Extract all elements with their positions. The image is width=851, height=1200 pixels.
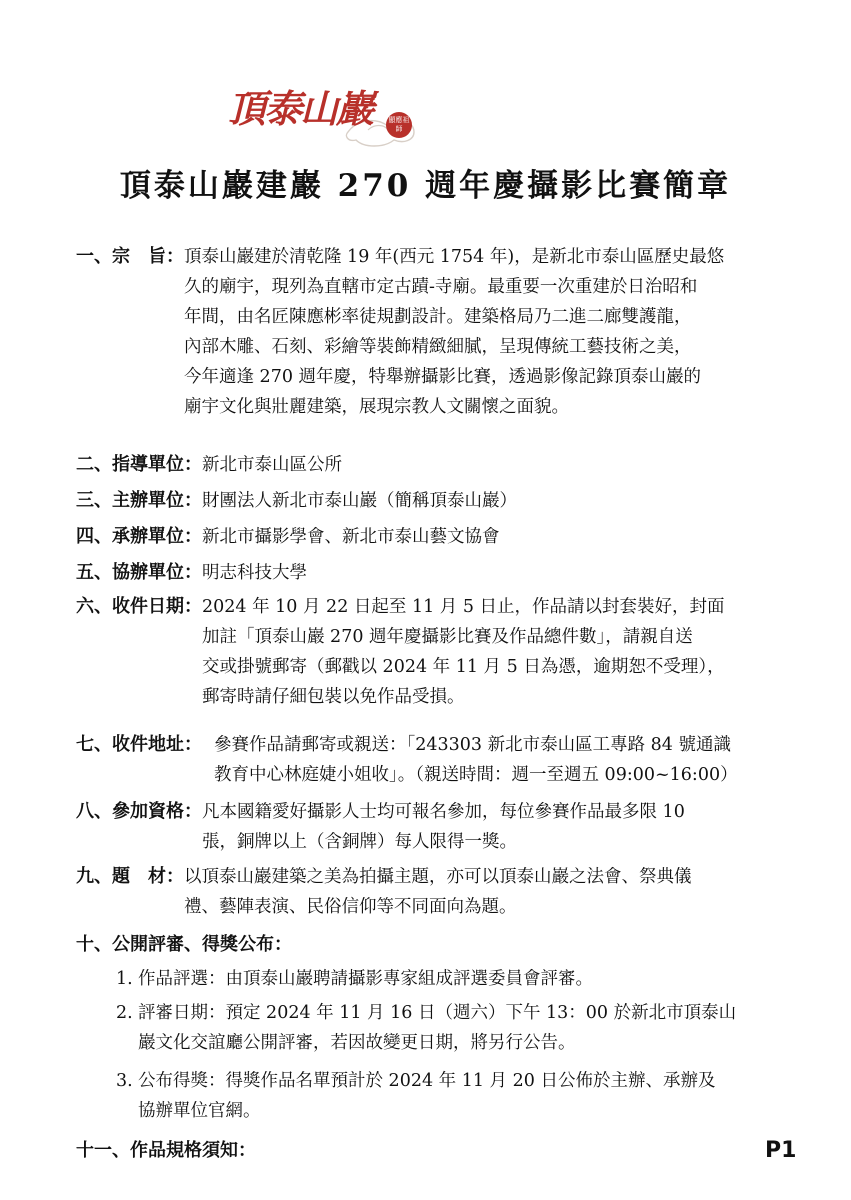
body-line: 明志科技大學 [202,563,307,583]
body-line: 頂泰山巖建於清乾隆 19 年(西元 1754 年)，是新北市泰山區歷史最悠 [184,247,725,267]
body-line: 郵寄時請仔細包裝以免作品受損。 [202,687,465,707]
document-title: 頂泰山巖建巖 270 週年慶攝影比賽簡章 [119,168,732,204]
body-line: 作品評選：由頂泰山巖聘請攝影專家組成評選委員會評審。 [138,969,593,989]
page-number: P1 [765,1138,797,1163]
body-line: 廟宇文化與壯麗建築，展現宗教人文關懷之面貌。 [184,397,569,417]
body-line: 財團法人新北市泰山巖（簡稱頂泰山巖） [202,491,517,511]
body-line: 評審日期：預定 2024 年 11 月 16 日（週六）下午 13：00 於新北市頂泰山 [138,1003,737,1023]
section-body [184,862,692,922]
section-body [202,558,307,588]
section-body [202,450,342,480]
section-label: 四、承辦單位： [76,526,202,547]
section-label: 六、收件日期： [76,596,202,617]
section-label: 二、指導單位： [76,454,202,475]
body-line: 2024 年 10 月 22 日起至 11 月 5 日止，作品請以封套裝好，封面 [202,597,725,617]
body-line: 新北市泰山區公所 [202,455,342,475]
section-body [214,730,738,790]
item-number: 3. [116,1071,133,1091]
item-body [138,998,736,1058]
section-label: 十、公開評審、得獎公布： [76,934,292,955]
section-label: 九、題 材： [76,866,184,887]
body-line: 新北市攝影學會、新北市泰山藝文協會 [202,527,500,547]
section-label: 八、參加資格： [76,801,202,822]
item-number: 2. [116,1003,133,1023]
body-line: 公布得獎：得獎作品名單預計於 2024 年 11 月 20 日公佈於主辦、承辦及 [138,1071,716,1091]
body-line: 禮、藝陣表演、民俗信仰等不同面向為題。 [184,897,517,917]
body-line: 年間，由名匠陳應彬率徒規劃設計。建築格局乃二進二廊雙護龍， [184,307,692,327]
section-label: 五、協辦單位： [76,562,202,583]
body-line: 參賽作品請郵寄或親送：「243303 新北市泰山區工專路 84 號通識 [214,735,732,755]
item-body [138,964,593,994]
section-body [202,592,725,712]
body-line: 凡本國籍愛好攝影人士均可報名參加，每位參賽作品最多限 10 [202,802,685,822]
section-label: 七、收件地址： [76,734,202,755]
body-line: 內部木雕、石刻、彩繪等裝飾精緻細膩，呈現傳統工藝技術之美， [184,337,692,357]
body-line: 教育中心林庭婕小姐收」。（親送時間：週一至週五 09:00~16:00） [214,765,738,785]
body-line: 協辦單位官網。 [138,1101,261,1121]
body-line: 巖文化交誼廳公開評審，若因故變更日期，將另行公告。 [138,1033,576,1053]
section-label: 十一、作品規格須知： [76,1140,256,1161]
item-body [138,1066,715,1126]
section-body [202,522,500,552]
section-body [202,486,517,516]
body-line: 交或掛號郵寄（郵戳以 2024 年 11 月 5 日為憑，逾期恕不受理）， [202,657,725,677]
body-line: 張，銅牌以上（含銅牌）每人限得一獎。 [202,832,517,852]
section-label: 一、宗 旨： [76,246,184,267]
section-body [184,242,724,422]
section-body [202,797,685,857]
item-number: 1. [116,969,133,989]
temple-logo [228,70,418,150]
body-line: 以頂泰山巖建築之美為拍攝主題，亦可以頂泰山巖之法會、祭典儀 [184,867,692,887]
body-line: 今年適逢 270 週年慶，特舉辦攝影比賽，透過影像記錄頂泰山巖的 [184,367,702,387]
body-line: 久的廟宇，現列為直轄市定古蹟-寺廟。最重要一次重建於日治昭和 [184,277,698,297]
body-line: 加註「頂泰山巖 270 週年慶攝影比賽及作品總件數」，請親自送 [202,627,693,647]
seal-icon: 顯應祖師 [386,112,412,138]
logo-text: 頂泰山巖 [228,86,373,131]
section-label: 三、主辦單位： [76,490,202,511]
